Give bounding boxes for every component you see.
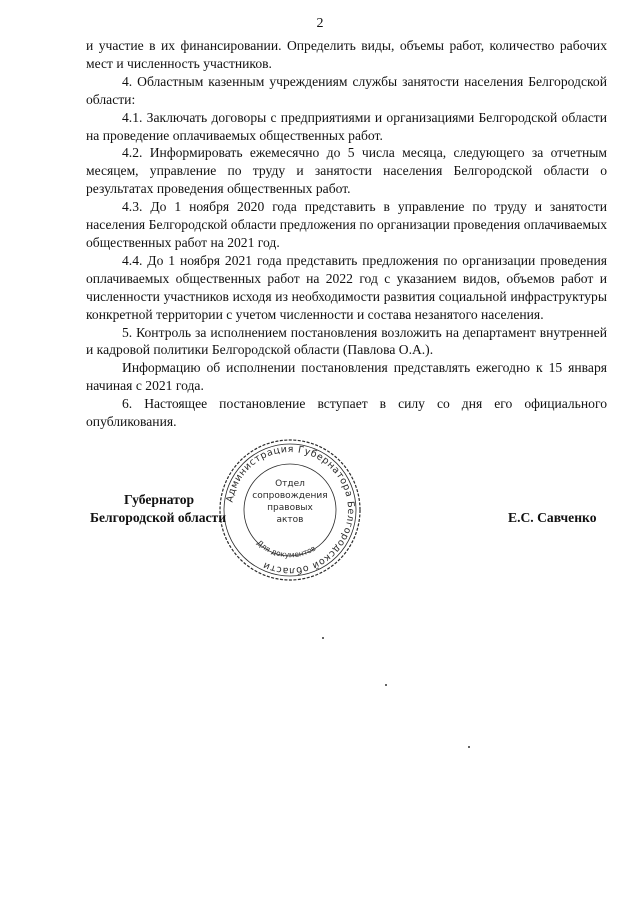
paragraph-item-5: 5. Контроль за исполнением постановления возложить на департамент внутренней и кадровой политики Белгородской области (Павлова О.А.). [86, 324, 607, 358]
stamp-bottom-text: Для документов [254, 538, 318, 560]
stamp-center-line-2: сопровождения [252, 491, 328, 501]
stamp-center-line-3: правовых [267, 503, 313, 513]
paragraph-item-4-3: 4.3. До 1 ноября 2020 года представить в управление по труду и занятости населения Белгородской области предложения по организации проведения оплачиваемых общественных работ на 2021 год. [86, 199, 607, 250]
paragraph-item-4: 4. Областным казенным учреждениям службы занятости населения Белгородской области: [86, 73, 607, 107]
paragraph-item-4-1: 4.1. Заключать договоры с предприятиями и организациями Белгородской области на проведение оплачиваемых общественных работ. [86, 109, 607, 143]
paragraph-item-4-4: 4.4. До 1 ноября 2021 года представить предложения по организации проведения оплачиваемых общественных работ на 2022 год с указанием видов, объемов работ и численности участников исходя из необходимости развития социальной инфраструктуры конкретной территории с учетом численности и состава незанятого населения. [86, 252, 607, 322]
signatory-title: Губернатор [124, 492, 195, 507]
scan-speck [322, 637, 324, 639]
scan-speck [468, 746, 470, 748]
document-body [86, 37, 607, 431]
paragraph-continuation: и участие в их финансировании. Определить виды, объемы работ, количество рабочих мест и численность участников. [86, 38, 607, 71]
paragraph-item-6: 6. Настоящее постановление вступает в силу со дня его официального опубликования. [86, 396, 607, 430]
stamp-center-line-4: актов [276, 515, 304, 525]
signature-block [0, 490, 640, 550]
page-number: 2 [316, 16, 324, 31]
paragraph-reporting: Информацию об исполнении постановления представлять ежегодно к 15 января начиная с 2021 года. [86, 360, 607, 394]
signatory-name: Е.С. Савченко [508, 510, 597, 525]
stamp-center-line-1: Отдел [275, 479, 305, 489]
stamp-ring-text: Администрация Губернатора Белгородской области [224, 443, 357, 577]
scan-speck [385, 684, 387, 686]
signatory-region: Белгородской области [90, 510, 227, 525]
paragraph-item-4-2: 4.2. Информировать ежемесячно до 5 числа месяца, следующего за отчетным месяцем, управление по труду и занятости населения Белгородской области о результатах проведения общественных работ. [86, 145, 607, 197]
